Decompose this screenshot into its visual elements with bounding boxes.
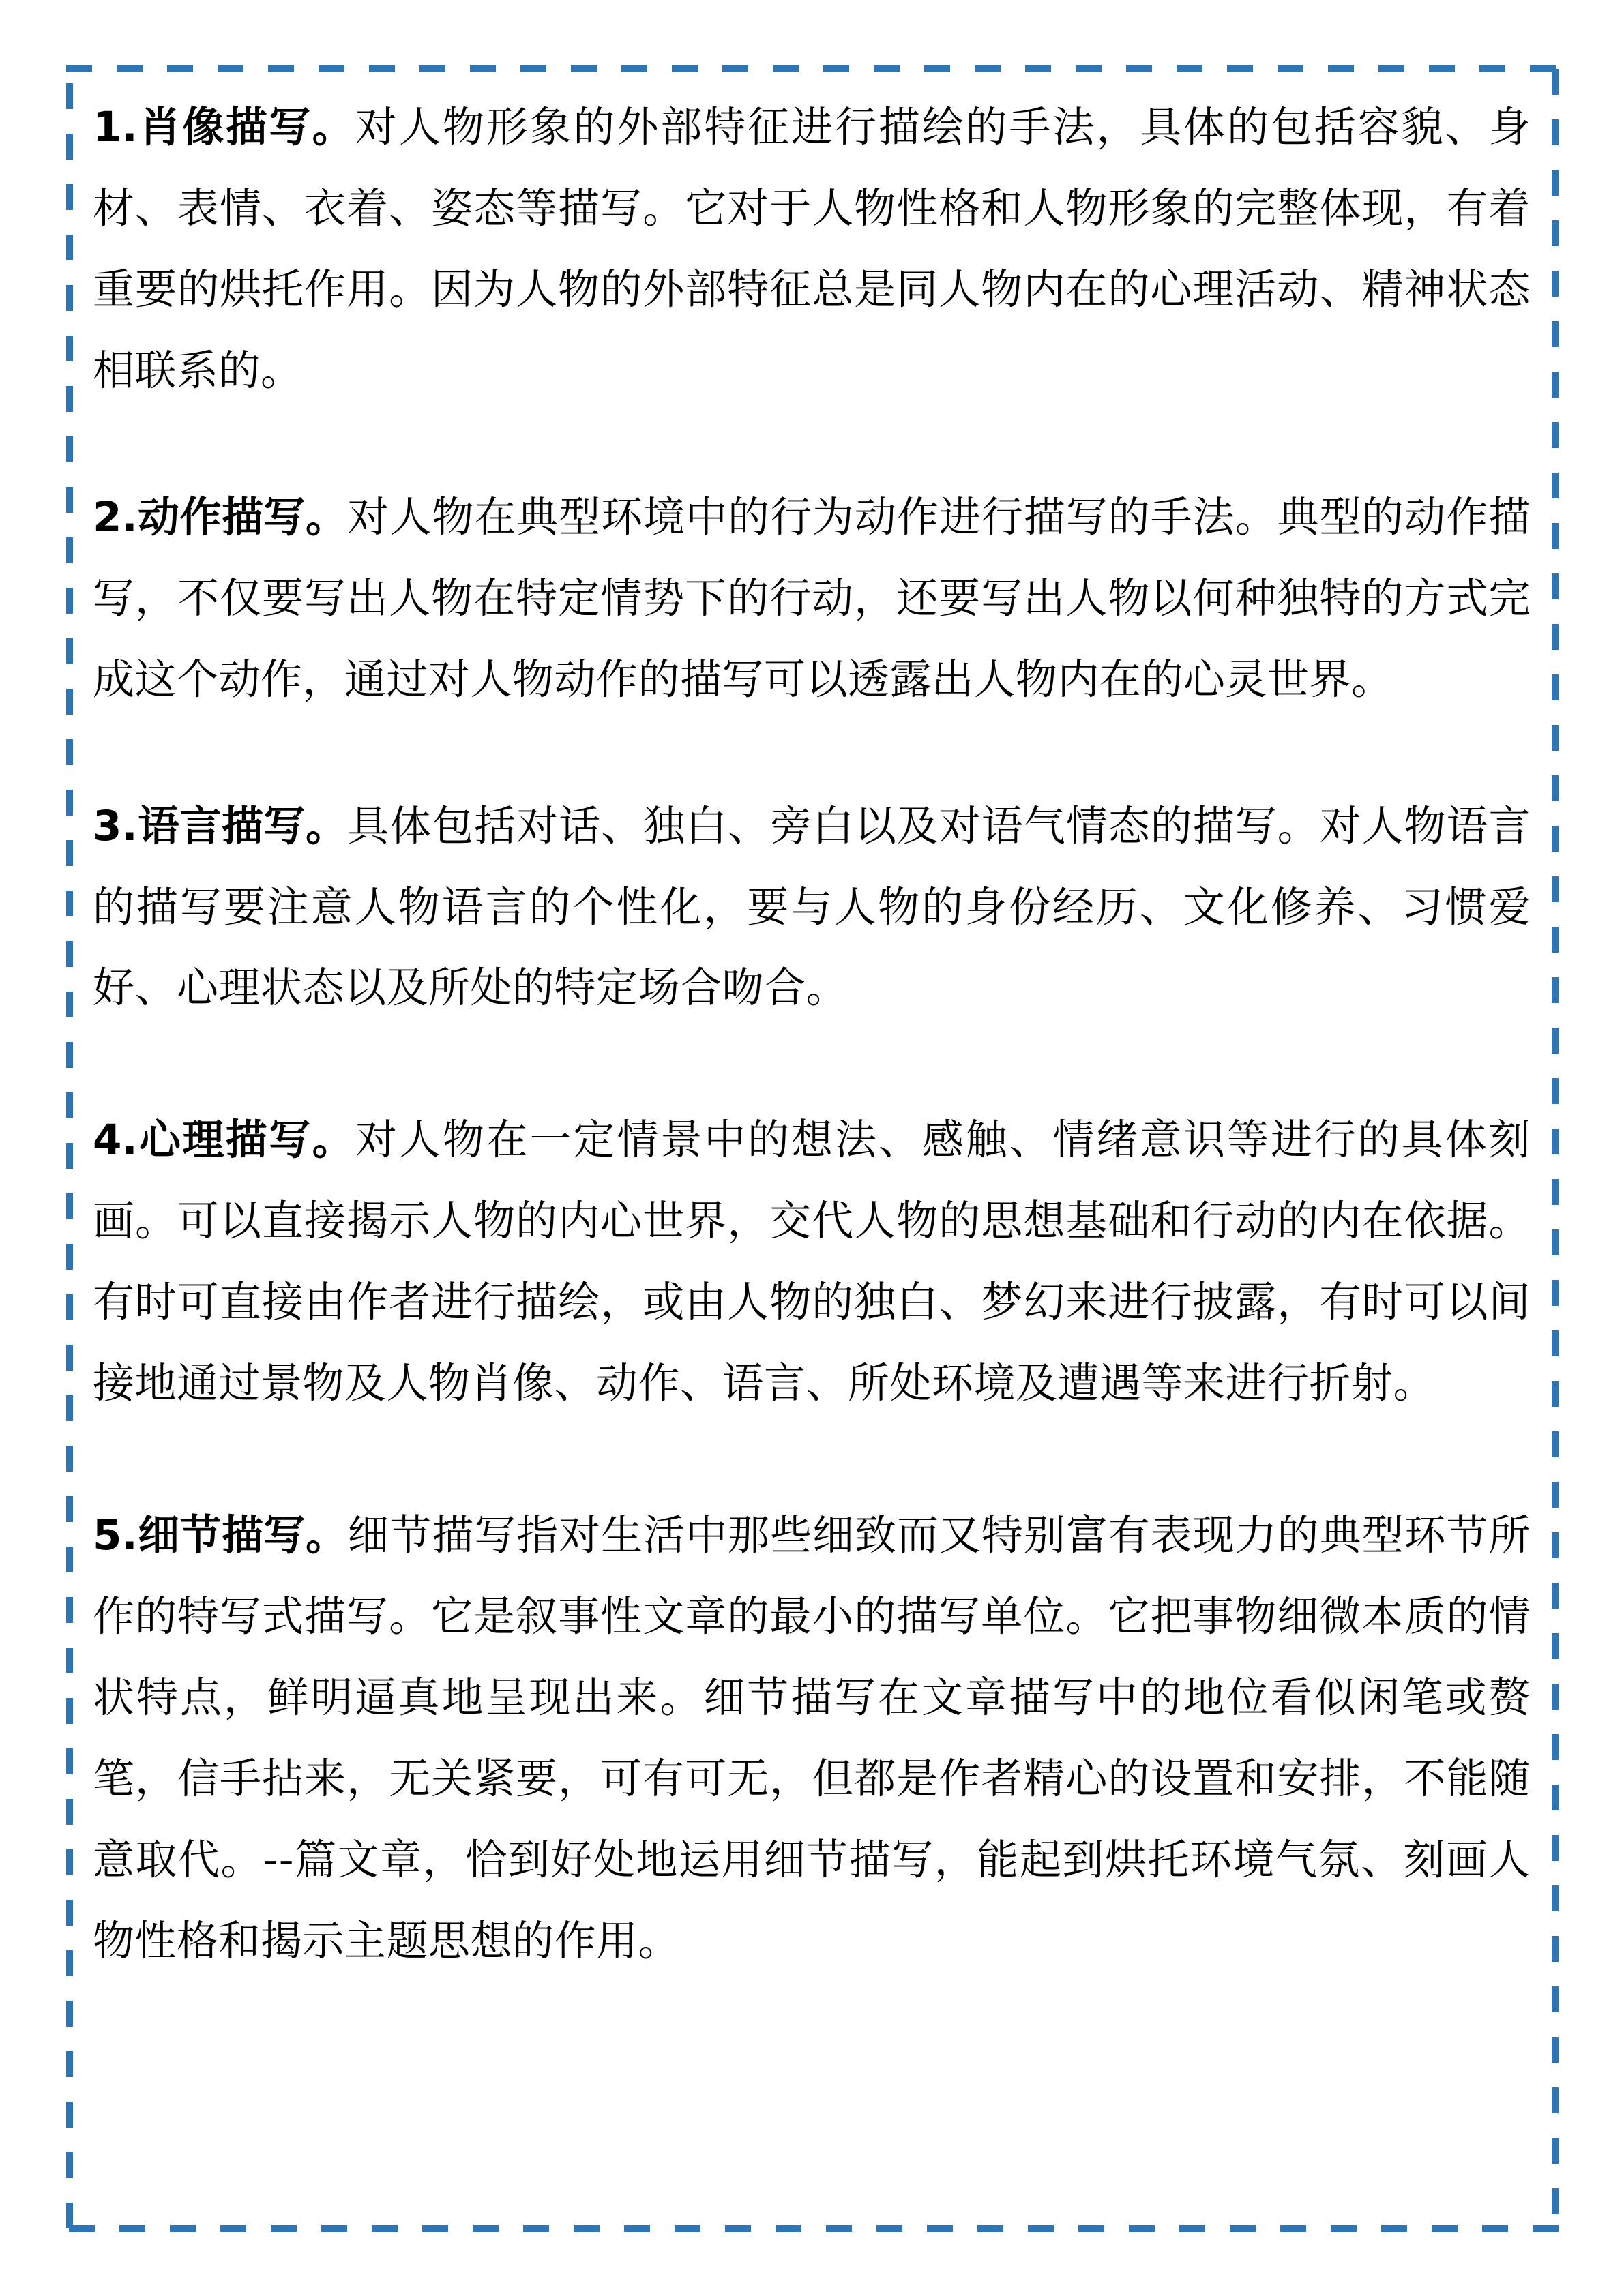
paragraph-psychological-description: [93, 1100, 1531, 1425]
paragraph-body-text: 对人物形象的外部特征进行描绘的手法，具体的包括容貌、身材、表情、衣着、姿态等描写。它对于人物性格和人物形象的完整体现，有着重要的烘托作用。因为人物的外部特征总是同人物内在的心理活动、精神状态相联系的。: [93, 103, 1531, 395]
paragraph-lead-label: 1.肖像描写。: [93, 103, 356, 151]
paragraph-action-description: [93, 477, 1531, 721]
paragraph-body-text: 具体包括对话、独白、旁白以及对语气情态的描写。对人物语言的描写要注意人物语言的个性化，要与人物的身份经历、文化修养、习惯爱好、心理状态以及所处的特定场合吻合。: [93, 801, 1531, 1013]
document-body: [93, 87, 1531, 1982]
paragraph-portrait-description: [93, 87, 1531, 412]
paragraph-lead-label: 4.心理描写。: [93, 1116, 356, 1165]
paragraph-lead-label: 2.动作描写。: [93, 492, 348, 541]
paragraph-body-text: 对人物在典型环境中的行为动作进行描写的手法。典型的动作描写，不仅要写出人物在特定情势下的行动，还要写出人物以何种独特的方式完成这个动作，通过对人物动作的描写可以透露出人物内在的心灵世界。: [93, 492, 1531, 704]
paragraph-body-text: 细节描写指对生活中那些细致而又特别富有表现力的典型环节所作的特写式描写。它是叙事性文章的最小的描写单位。它把事物细微本质的情状特点，鲜明逼真地呈现出来。细节描写在文章描写中的地位看似闲笔或赘笔，信手拈来，无关紧要，可有可无，但都是作者精心的设置和安排，不能随意取代。--篇文章，恰到好处地运用细节描写，能起到烘托环境气氛、刻画人物性格和揭示主题思想的作用。: [93, 1511, 1531, 1965]
paragraph-body-text: 对人物在一定情景中的想法、感触、情绪意识等进行的具体刻画。可以直接揭示人物的内心世界，交代人物的思想基础和行动的内在依据。有时可直接由作者进行描绘，或由人物的独白、梦幻来进行披露，有时可以间接地通过景物及人物肖像、动作、语言、所处环境及遭遇等来进行折射。: [93, 1116, 1531, 1408]
paragraph-detail-description: [93, 1495, 1531, 1982]
paragraph-language-description: [93, 786, 1531, 1030]
paragraph-lead-label: 5.细节描写。: [93, 1511, 348, 1560]
paragraph-lead-label: 3.语言描写。: [93, 801, 348, 850]
